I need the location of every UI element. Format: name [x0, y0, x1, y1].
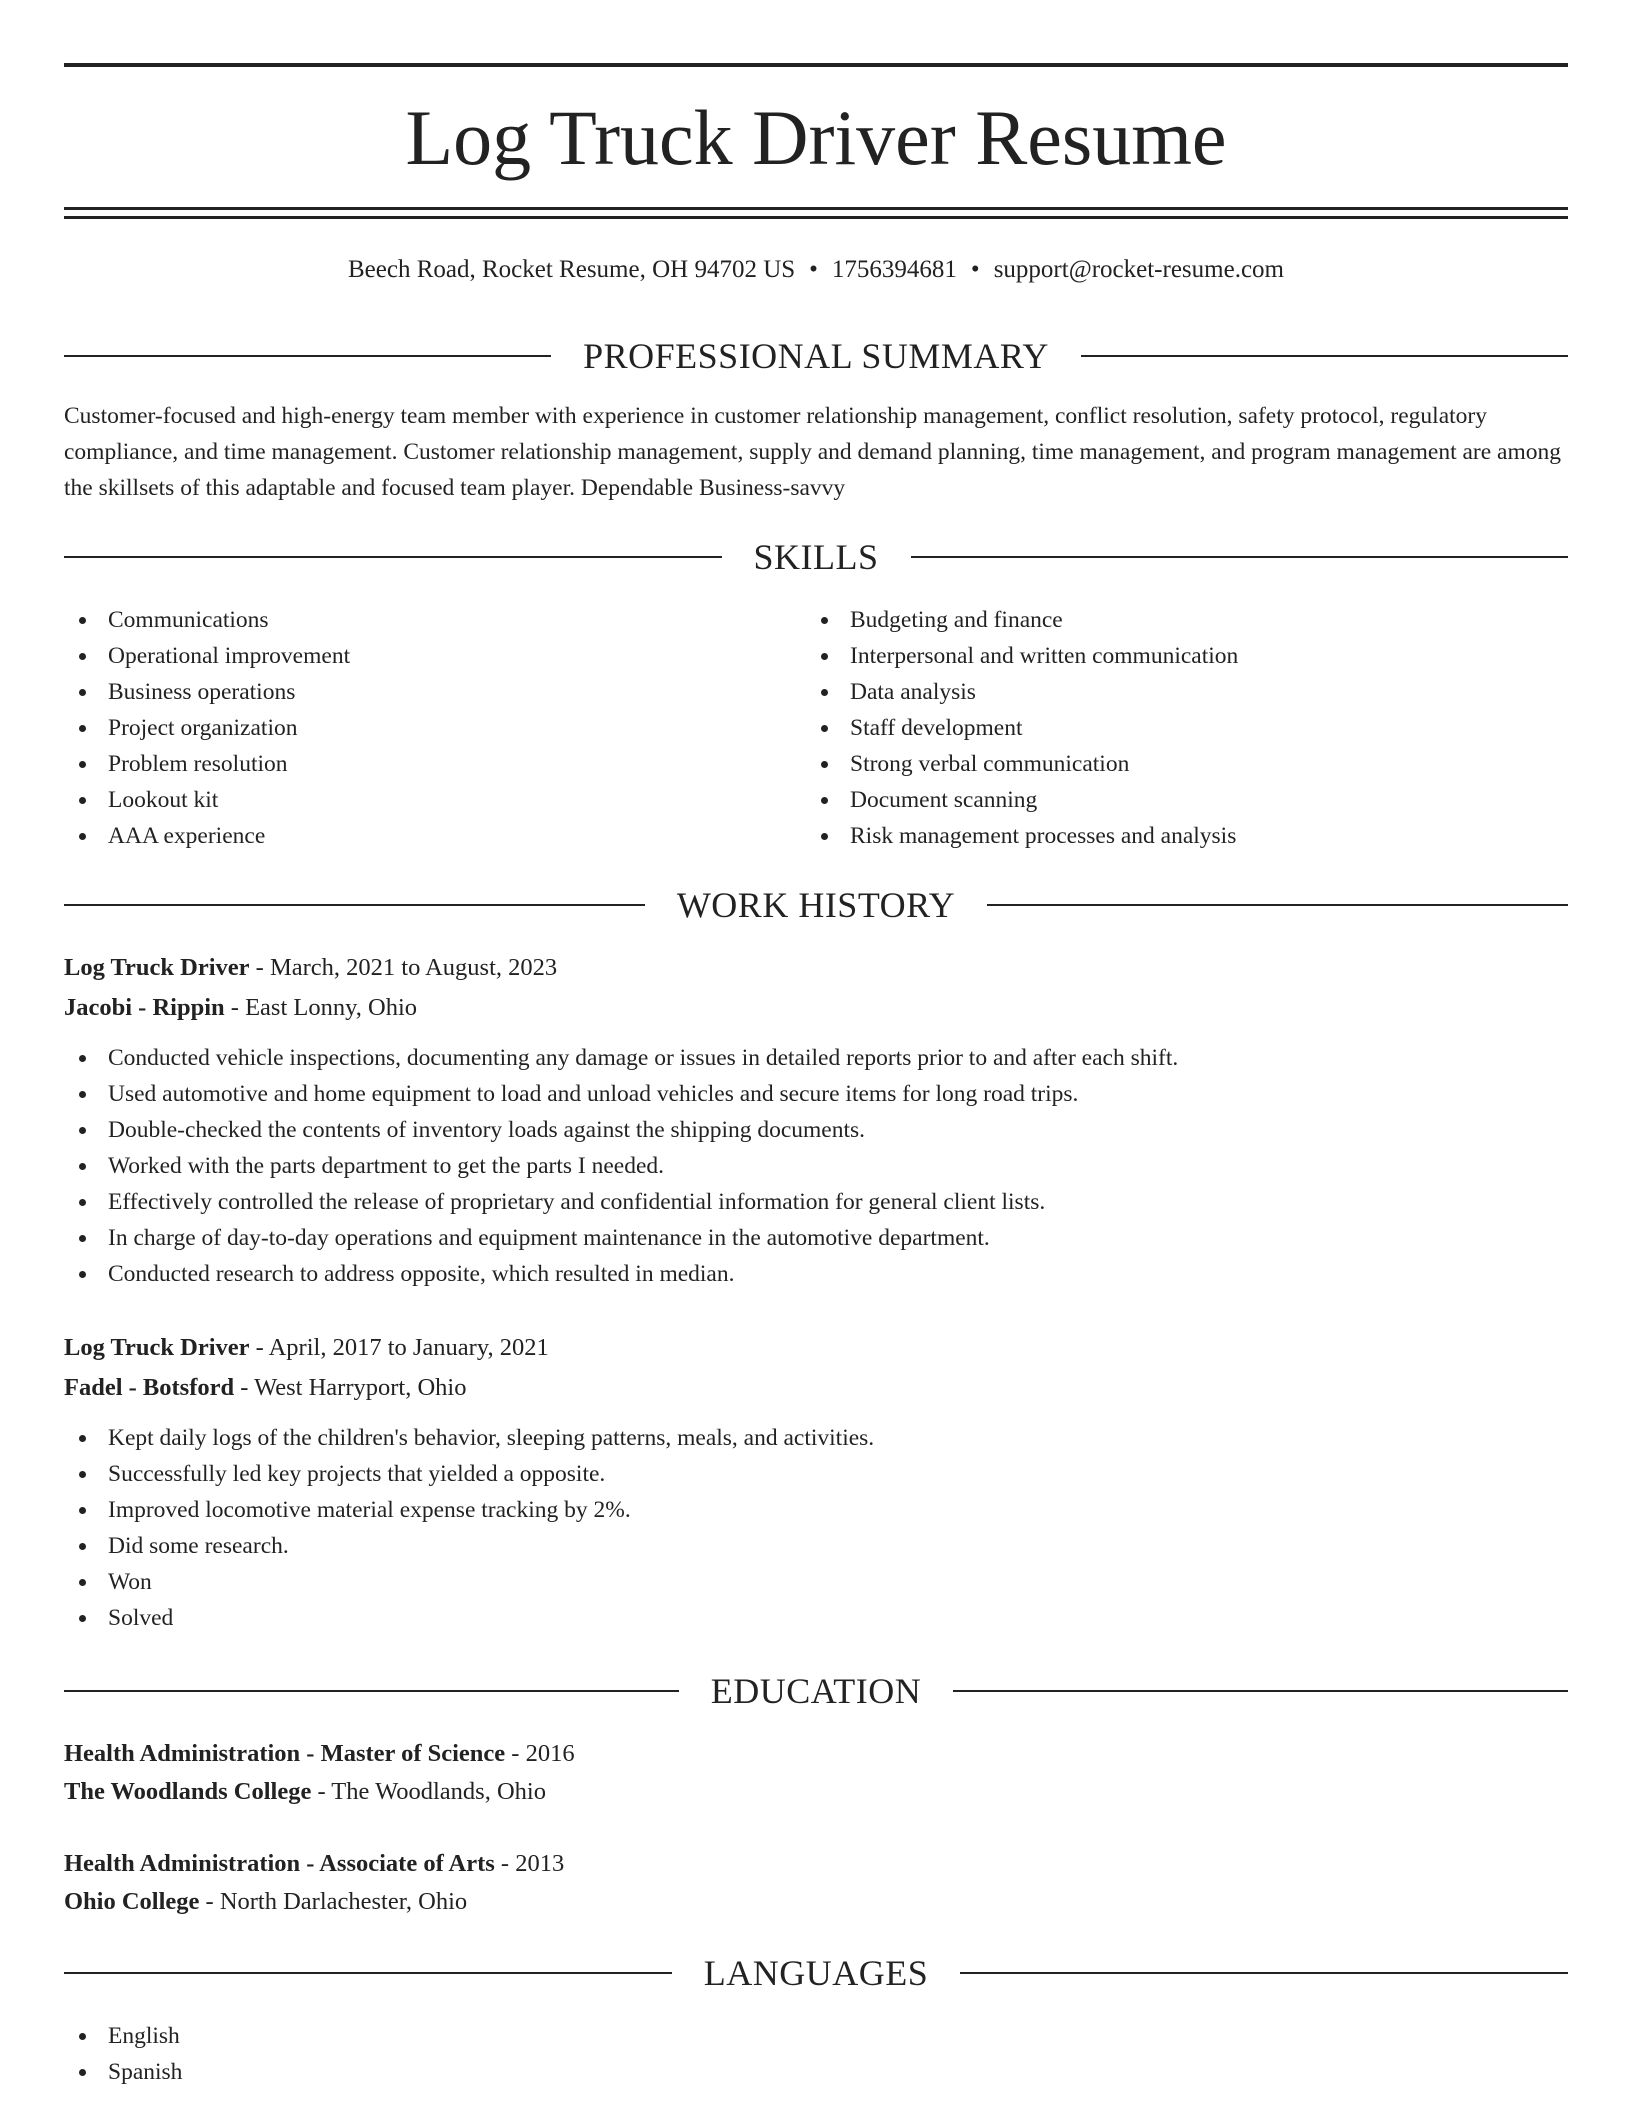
section-rule	[64, 904, 645, 906]
job-bullet-text: Won	[108, 1569, 152, 1595]
job-dates: - April, 2017 to January, 2021	[249, 1334, 549, 1361]
contact-email: support@rocket-resume.com	[993, 256, 1284, 283]
job-dates: - March, 2021 to August, 2023	[249, 954, 558, 981]
bullet-dot	[79, 1235, 86, 1242]
bullet-dot	[821, 833, 828, 840]
education-entry	[64, 1845, 1568, 1921]
job-bullet	[64, 1112, 1568, 1148]
skill-label: Data analysis	[850, 679, 976, 705]
job-bullet-text: Used automotive and home equipment to load and unload vehicles and secure items for long road trips.	[108, 1081, 1079, 1107]
section-title-summary: PROFESSIONAL SUMMARY	[583, 336, 1049, 376]
skill-label: Problem resolution	[108, 751, 288, 777]
skill-item	[64, 782, 764, 818]
bullet-dot	[79, 1435, 86, 1442]
skills-list-right	[806, 602, 1506, 854]
language-label: English	[108, 2023, 180, 2049]
bullet-dot	[79, 1615, 86, 1622]
education-school-line	[64, 1773, 1568, 1811]
section-rule	[64, 1690, 679, 1692]
job-bullet-text: Worked with the parts department to get the parts I needed.	[108, 1153, 665, 1179]
bullet-dot	[821, 761, 828, 768]
bullet-dot	[821, 617, 828, 624]
job-bullet	[64, 1564, 1568, 1600]
bullet-dot	[79, 1579, 86, 1586]
skill-label: Interpersonal and written communication	[850, 643, 1239, 669]
contact-phone: 1756394681	[831, 256, 957, 283]
skill-label: Project organization	[108, 715, 298, 741]
job-bullet	[64, 1420, 1568, 1456]
skill-item	[64, 638, 764, 674]
education-school-line	[64, 1883, 1568, 1921]
job-bullet	[64, 1528, 1568, 1564]
contact-address: Beech Road, Rocket Resume, OH 94702 US	[348, 256, 796, 283]
job-bullets	[64, 1040, 1568, 1292]
job-bullet	[64, 1148, 1568, 1184]
section-header-languages	[64, 1951, 1568, 1995]
bullet-dot	[79, 689, 86, 696]
job-bullet-text: Effectively controlled the release of proprietary and confidential information for general client lists.	[108, 1189, 1046, 1215]
bullet-dot	[79, 1543, 86, 1550]
section-title-work: WORK HISTORY	[676, 885, 956, 925]
job-location: - West Harryport, Ohio	[234, 1374, 467, 1401]
education-degree: Health Administration - Associate of Arts	[64, 1850, 495, 1877]
section-header-education	[64, 1669, 1568, 1713]
skill-label: Risk management processes and analysis	[850, 823, 1237, 849]
skill-item	[806, 638, 1506, 674]
bullet-dot	[79, 1471, 86, 1478]
top-rule	[64, 63, 1568, 67]
languages-list	[64, 2018, 664, 2090]
bullet-dot	[821, 725, 828, 732]
contact-separator: •	[809, 256, 818, 283]
section-rule	[64, 355, 551, 357]
skill-label: Communications	[108, 607, 269, 633]
education-degree-line	[64, 1845, 1568, 1883]
bullet-dot	[821, 797, 828, 804]
bullet-dot	[821, 653, 828, 660]
job-bullet	[64, 1256, 1568, 1292]
job-entry	[64, 1328, 1568, 1636]
bullet-dot	[79, 617, 86, 624]
bullet-dot	[79, 1127, 86, 1134]
skill-label: AAA experience	[108, 823, 266, 849]
summary-text: Customer-focused and high-energy team member with experience in customer relationship management, conflict resolution, safety protocol, regulatory compliance, and time management. Customer relationship management, supply and demand planning, time management, and program management are among the skillsets of this adaptable and focused team player. Dependable Business-savvy	[64, 403, 1562, 501]
skill-label: Strong verbal communication	[850, 751, 1130, 777]
language-item	[64, 2018, 664, 2054]
contact-line	[64, 252, 1568, 288]
job-company: Jacobi - Rippin	[64, 994, 225, 1021]
skill-item	[64, 602, 764, 638]
skill-item	[64, 818, 764, 854]
bullet-dot	[79, 2069, 86, 2076]
skill-item	[64, 674, 764, 710]
job-bullet-text: Kept daily logs of the children's behavior, sleeping patterns, meals, and activities.	[108, 1425, 875, 1451]
job-title: Log Truck Driver	[64, 954, 250, 981]
title-double-rule	[64, 207, 1568, 219]
section-header-skills	[64, 535, 1568, 579]
section-rule	[911, 556, 1569, 558]
language-label: Spanish	[108, 2059, 183, 2085]
skill-item	[806, 782, 1506, 818]
bullet-dot	[79, 833, 86, 840]
job-bullet	[64, 1184, 1568, 1220]
job-entry	[64, 948, 1568, 1292]
job-title-line	[64, 1328, 1568, 1368]
job-bullet-text: Solved	[108, 1605, 174, 1631]
education-location: - The Woodlands, Ohio	[311, 1778, 546, 1805]
bullet-dot	[79, 653, 86, 660]
education-year: - 2016	[505, 1740, 575, 1767]
job-bullets	[64, 1420, 1568, 1636]
job-bullet-text: In charge of day-to-day operations and equipment maintenance in the automotive department.	[108, 1225, 990, 1251]
bullet-dot	[821, 689, 828, 696]
education-location: - North Darlachester, Ohio	[199, 1888, 468, 1915]
job-company: Fadel - Botsford	[64, 1374, 235, 1401]
section-title-education: EDUCATION	[710, 1671, 922, 1711]
job-company-line	[64, 988, 1568, 1028]
skill-item	[64, 746, 764, 782]
section-rule	[1081, 355, 1568, 357]
section-rule	[960, 1972, 1568, 1974]
section-header-work	[64, 883, 1568, 927]
job-bullet-text: Conducted vehicle inspections, documenting any damage or issues in detailed reports prior to and after each shift.	[108, 1045, 1179, 1071]
skill-label: Lookout kit	[108, 787, 219, 813]
job-title: Log Truck Driver	[64, 1334, 250, 1361]
job-company-line	[64, 1368, 1568, 1408]
education-degree-line	[64, 1735, 1568, 1773]
job-bullet-text: Double-checked the contents of inventory loads against the shipping documents.	[108, 1117, 866, 1143]
language-item	[64, 2054, 664, 2090]
bullet-dot	[79, 1271, 86, 1278]
section-rule	[953, 1690, 1568, 1692]
skill-label: Document scanning	[850, 787, 1038, 813]
education-entry	[64, 1735, 1568, 1811]
job-bullet	[64, 1220, 1568, 1256]
bullet-dot	[79, 1163, 86, 1170]
skill-label: Business operations	[108, 679, 296, 705]
skill-label: Staff development	[850, 715, 1023, 741]
job-bullet	[64, 1076, 1568, 1112]
education-degree: Health Administration - Master of Science	[64, 1740, 506, 1767]
bullet-dot	[79, 2033, 86, 2040]
section-title-skills: SKILLS	[753, 537, 879, 577]
skill-item	[806, 818, 1506, 854]
skill-item	[806, 746, 1506, 782]
bullet-dot	[79, 797, 86, 804]
section-title-languages: LANGUAGES	[703, 1953, 929, 1993]
job-bullet-text: Did some research.	[108, 1533, 289, 1559]
bullet-dot	[79, 1507, 86, 1514]
bullet-dot	[79, 1055, 86, 1062]
skill-label: Budgeting and finance	[850, 607, 1063, 633]
bullet-dot	[79, 725, 86, 732]
job-title-line	[64, 948, 1568, 988]
bullet-dot	[79, 1199, 86, 1206]
job-bullet	[64, 1456, 1568, 1492]
contact-separator: •	[970, 256, 980, 283]
job-bullet	[64, 1040, 1568, 1076]
education-school: Ohio College	[64, 1888, 200, 1915]
skill-label: Operational improvement	[108, 643, 351, 669]
bullet-dot	[79, 1091, 86, 1098]
job-bullet-text: Successfully led key projects that yielded a opposite.	[108, 1461, 606, 1487]
job-bullet-text: Conducted research to address opposite, which resulted in median.	[108, 1261, 735, 1287]
section-rule	[987, 904, 1568, 906]
resume-title: Log Truck Driver Resume	[405, 94, 1227, 181]
skill-item	[64, 710, 764, 746]
skills-list-left	[64, 602, 764, 854]
section-rule	[64, 556, 722, 558]
skill-item	[806, 674, 1506, 710]
skill-item	[806, 710, 1506, 746]
job-location: - East Lonny, Ohio	[224, 994, 417, 1021]
bullet-dot	[79, 761, 86, 768]
job-bullet-text: Improved locomotive material expense tracking by 2%.	[108, 1497, 631, 1523]
education-school: The Woodlands College	[64, 1778, 312, 1805]
job-bullet	[64, 1600, 1568, 1636]
education-year: - 2013	[494, 1850, 565, 1877]
section-rule	[64, 1972, 672, 1974]
job-bullet	[64, 1492, 1568, 1528]
section-header-summary	[64, 334, 1568, 378]
skill-item	[806, 602, 1506, 638]
